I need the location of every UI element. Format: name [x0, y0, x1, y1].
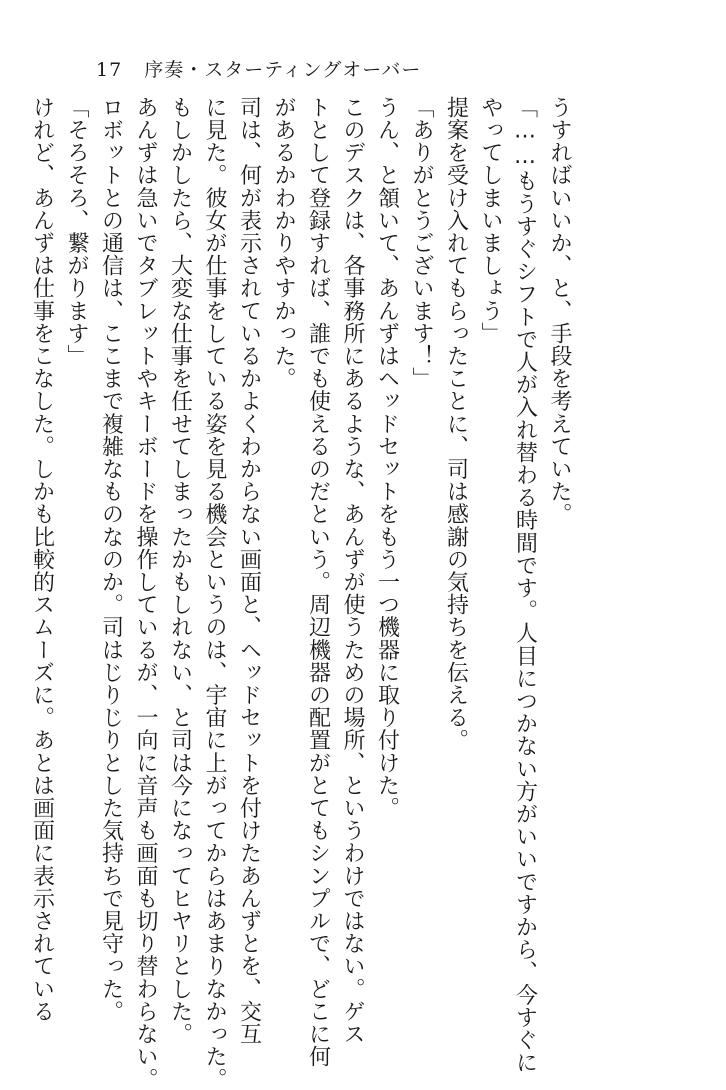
- text-line: 「そろそろ、繋がります」: [64, 96, 89, 368]
- text-line: に見た。彼女が仕事をしている姿を見る機会というのは、宇宙に上がってからはあまりなかった。: [202, 96, 227, 1090]
- text-line: けれど、あんずは仕事をこなした。しかも比較的スムーズに。あとは画面に表示されている: [29, 96, 55, 1023]
- text-line: うすればいいか、と、手段を考えていた。: [547, 96, 572, 526]
- text-line: 「ありがとうございます！」: [409, 96, 434, 390]
- text-line: 司は、何が表示されているかよくわからない画面と、ヘッドセットを付けたあんずとを、交互: [236, 96, 262, 1046]
- text-line: やってしまいましょう」: [478, 96, 503, 345]
- running-header: [96, 55, 421, 82]
- text-line: うん、と頷いて、あんずはヘッドセットをもう一つ機器に取り付けた。: [374, 96, 400, 820]
- text-line: 「……もうすぐシフトで人が入れ替わる時間です。人目につかない方がいいですから、今すぐに: [512, 96, 538, 1074]
- page-number: 17: [96, 59, 123, 81]
- chapter-title: 序奏・スターティングオーバー: [144, 59, 422, 81]
- body-text: [24, 96, 576, 1090]
- text-line: もしかしたら、大変な仕事を任せてしまったかもしれない、と司は今になってヒヤリとした。: [167, 96, 193, 1046]
- text-line: あんずは急いでタブレットやキーボードを操作しているが、一向に音声も画面も切り替わらない。: [133, 96, 158, 1090]
- text-line: があるかわかりやすかった。: [271, 96, 296, 390]
- text-line: ロボットとの通信は、ここまで複雑なものなのか。司はじりじりとした気持ちで見守った。: [98, 96, 124, 1023]
- text-line: 提案を受け入れてもらったことに、司は感謝の気持ちを伝える。: [443, 96, 469, 752]
- text-line: このデスクは、各事務所にあるような、あんずが使うための場所、というわけではない。ゲス: [340, 96, 365, 1046]
- text-line: トとして登録すれば、誰でも使えるのだという。周辺機器の配置がとてもシンプルで、どこに何: [305, 96, 331, 1068]
